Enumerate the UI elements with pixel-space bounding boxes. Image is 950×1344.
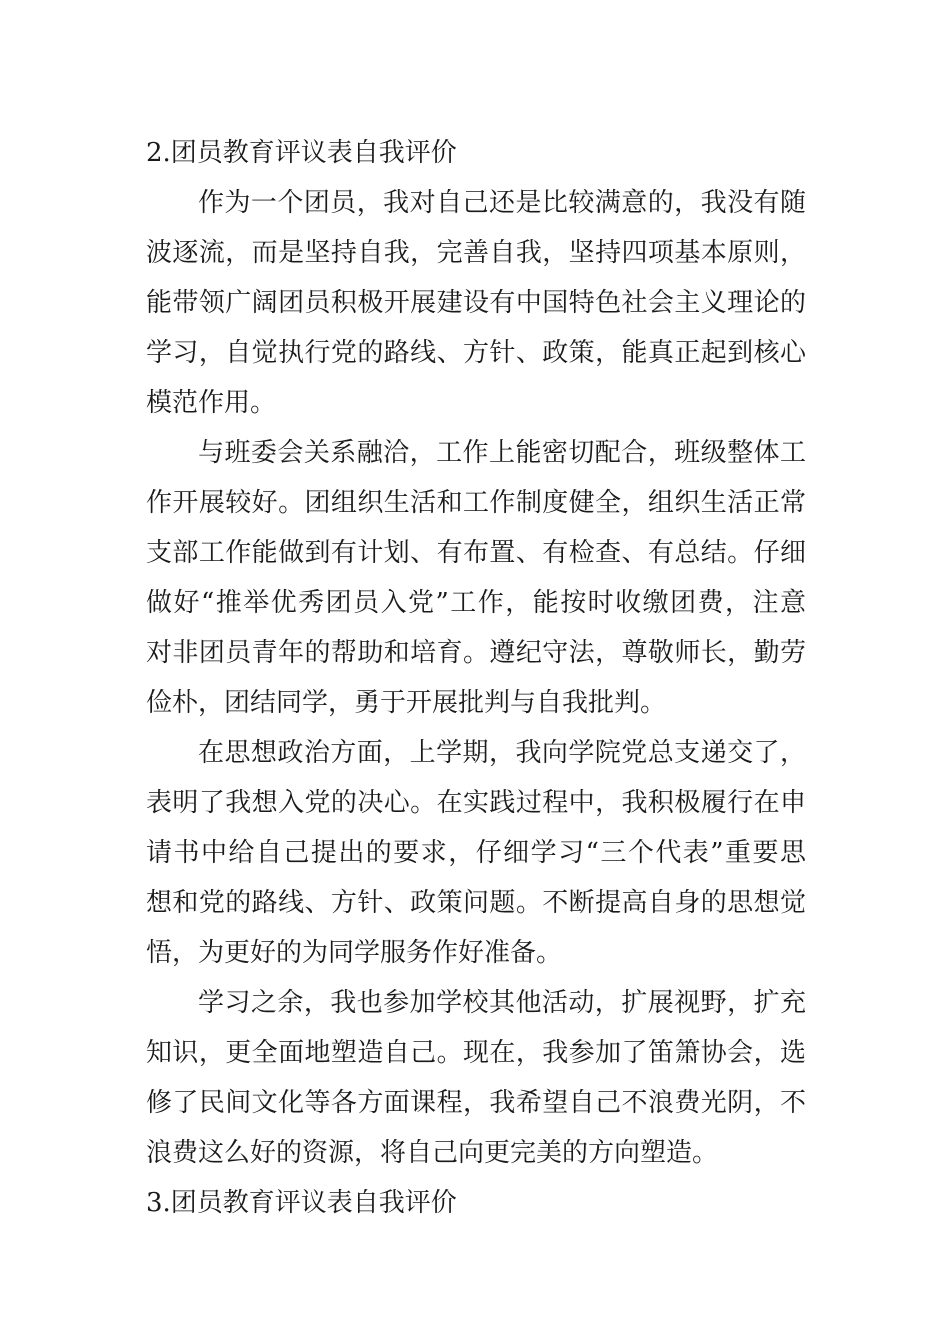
paragraph-line: 想和党的路线、方针、政策问题。不断提高自身的思想觉 <box>146 888 806 918</box>
paragraph-line: 俭朴，团结同学，勇于开展批判与自我批判。 <box>146 688 667 718</box>
paragraph-line: 表明了我想入党的决心。在实践过程中，我积极履行在申 <box>146 788 806 818</box>
section-3-heading: 3.团员教育评议表自我评价 <box>146 1188 457 1218</box>
paragraph-line: 知识，更全面地塑造自己。现在，我参加了笛箫协会，选 <box>146 1038 806 1068</box>
paragraph-line: 悟，为更好的为同学服务作好准备。 <box>146 938 563 968</box>
paragraph-line: 请书中给自己提出的要求，仔细学习“三个代表”重要思 <box>146 838 806 868</box>
paragraph-2 <box>146 428 806 728</box>
paragraph-line: 支部工作能做到有计划、有布置、有检查、有总结。仔细 <box>146 538 806 568</box>
paragraph-line: 模范作用。 <box>146 388 277 418</box>
paragraph-line: 学习之余，我也参加学校其他活动，扩展视野，扩充 <box>198 988 806 1018</box>
document-body <box>146 128 806 1228</box>
paragraph-line: 波逐流，而是坚持自我，完善自我，坚持四项基本原则， <box>146 238 806 268</box>
paragraph-line: 对非团员青年的帮助和培育。遵纪守法，尊敬师长，勤劳 <box>146 638 806 668</box>
paragraph-line: 修了民间文化等各方面课程，我希望自己不浪费光阴，不 <box>146 1088 806 1118</box>
paragraph-4 <box>146 978 806 1178</box>
paragraph-1 <box>146 178 806 428</box>
paragraph-line: 学习，自觉执行党的路线、方针、政策，能真正起到核心 <box>146 338 806 368</box>
paragraph-line: 与班委会关系融洽，工作上能密切配合，班级整体工 <box>198 438 806 468</box>
paragraph-3 <box>146 728 806 978</box>
paragraph-line: 能带领广阔团员积极开展建设有中国特色社会主义理论的 <box>146 288 806 318</box>
paragraph-line: 浪费这么好的资源，将自己向更完美的方向塑造。 <box>146 1138 719 1168</box>
paragraph-line: 作为一个团员，我对自己还是比较满意的，我没有随 <box>198 188 806 218</box>
paragraph-line: 作开展较好。团组织生活和工作制度健全，组织生活正常 <box>146 488 806 518</box>
paragraph-line: 在思想政治方面，上学期，我向学院党总支递交了， <box>198 738 806 768</box>
paragraph-line: 做好“推举优秀团员入党”工作，能按时收缴团费，注意 <box>146 588 806 618</box>
section-2-heading: 2.团员教育评议表自我评价 <box>146 138 457 168</box>
